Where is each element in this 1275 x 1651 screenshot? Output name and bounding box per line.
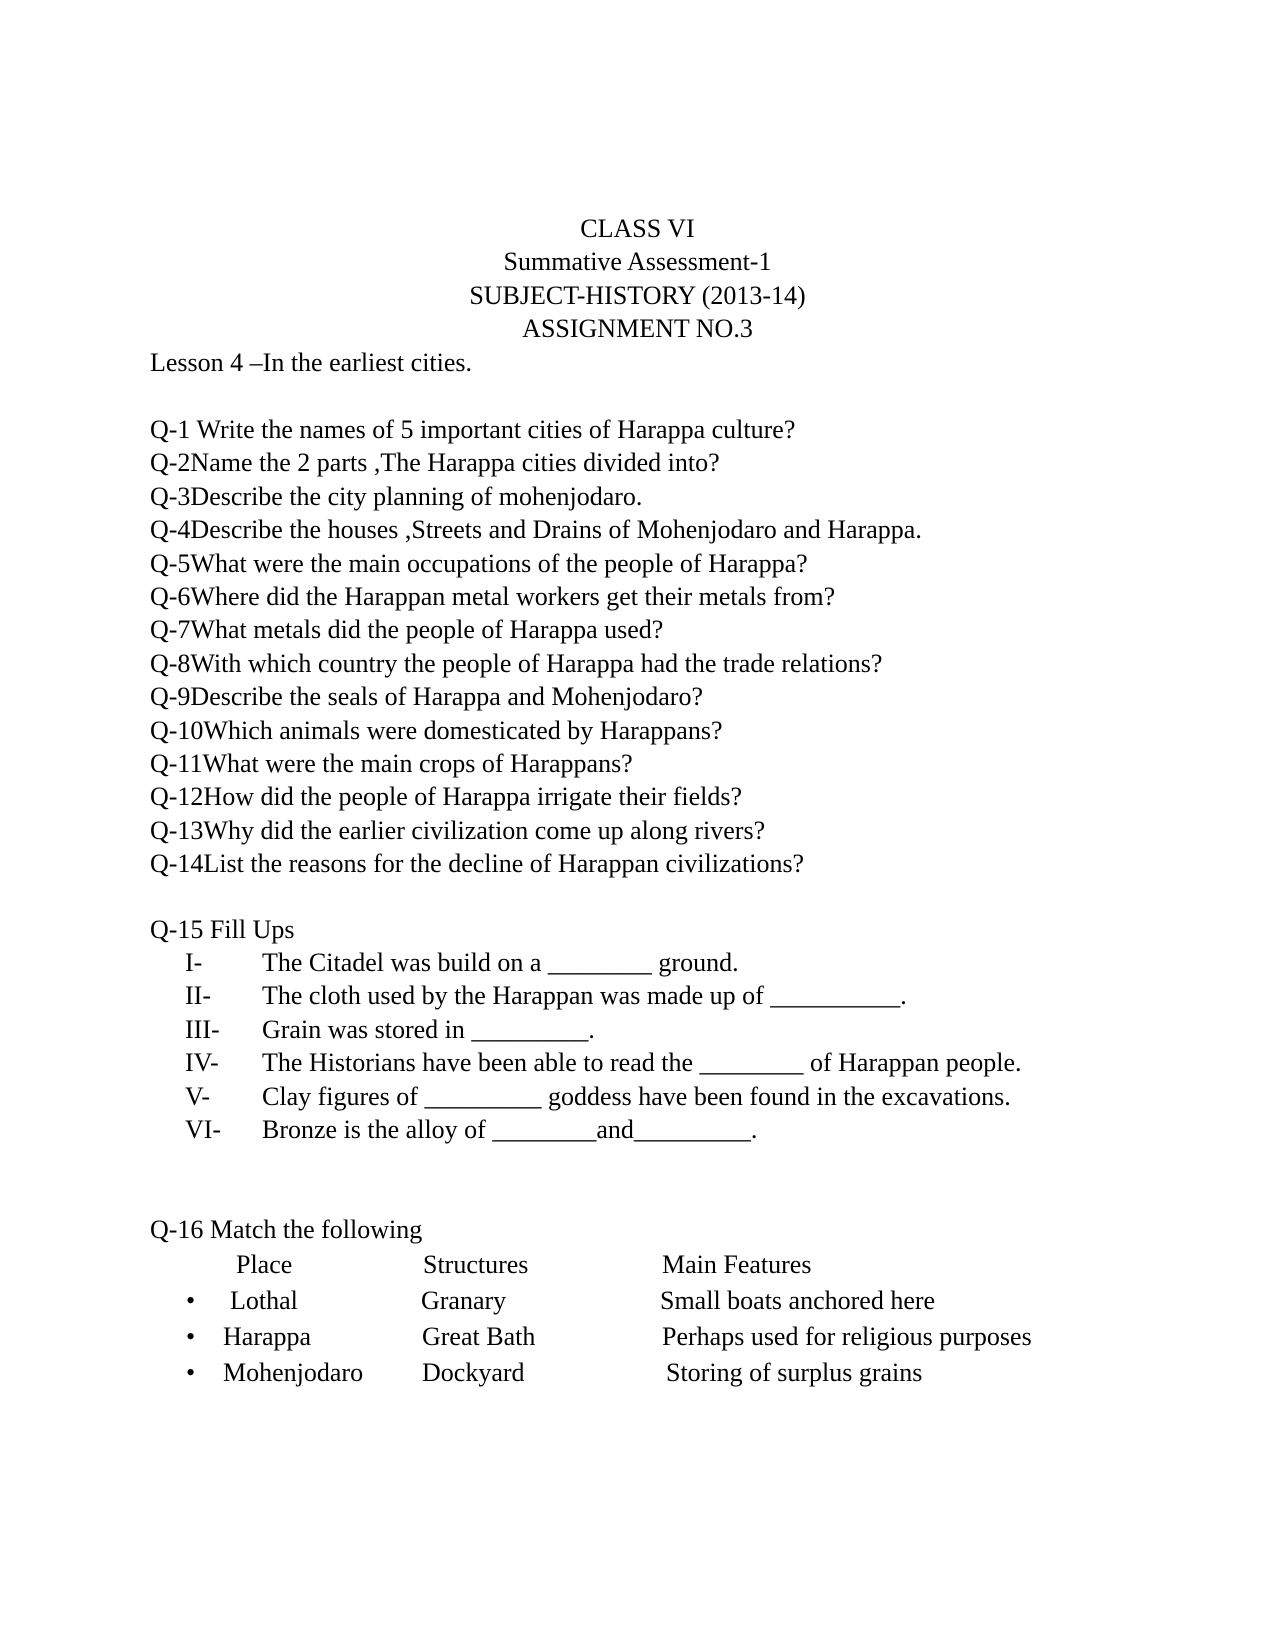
document-header	[0, 212, 1275, 346]
question-item: Q-7What metals did the people of Harappa used?	[150, 615, 664, 645]
fill-up-number: I-	[185, 948, 203, 977]
question-list	[150, 413, 922, 880]
question-item: Q-3Describe the city planning of mohenjodaro.	[150, 481, 643, 511]
match-feature: Perhaps used for religious purposes	[662, 1322, 1032, 1351]
match-structure: Dockyard	[422, 1358, 525, 1387]
match-table	[0, 1248, 1275, 1392]
match-row	[0, 1284, 1275, 1320]
match-structure: Great Bath	[422, 1322, 536, 1351]
match-place: Lothal	[230, 1286, 298, 1315]
fill-up-number: V-	[185, 1081, 211, 1111]
match-feature: Small boats anchored here	[660, 1286, 936, 1315]
assessment-title: Summative Assessment-1	[503, 247, 772, 277]
question-item: Q-2Name the 2 parts ,The Harappa cities divided into?	[150, 448, 720, 478]
lesson-title: Lesson 4 –In the earliest cities.	[150, 348, 473, 377]
match-feature: Storing of surplus grains	[666, 1358, 923, 1387]
match-row	[0, 1356, 1275, 1392]
match-place: Mohenjodaro	[223, 1358, 364, 1387]
bullet-icon: •	[186, 1358, 196, 1387]
question-item: Q-4Describe the houses ,Streets and Drains of Mohenjodaro and Harappa.	[150, 515, 922, 545]
fill-up-number: II-	[185, 981, 211, 1011]
assignment-title: ASSIGNMENT NO.3	[522, 314, 753, 344]
match-title: Q-16 Match the following	[150, 1215, 423, 1244]
fill-up-text: Bronze is the alloy of ________and_________.	[262, 1115, 758, 1145]
features-column-header: Main Features	[662, 1250, 812, 1279]
question-item: Q-8With which country the people of Harappa had the trade relations?	[150, 648, 883, 678]
match-row	[0, 1320, 1275, 1356]
fill-up-item	[185, 1113, 1145, 1146]
fill-up-item	[185, 1013, 1145, 1046]
fill-up-text: The Citadel was build on a ________ ground.	[262, 948, 739, 977]
match-place: Harappa	[223, 1322, 312, 1351]
question-item: Q-1 Write the names of 5 important cities of Harappa culture?	[150, 415, 796, 444]
question-item: Q-10Which animals were domesticated by Harappans?	[150, 715, 723, 745]
question-item: Q-14List the reasons for the decline of Harappan civilizations?	[150, 849, 805, 879]
fill-up-text: The Historians have been able to read the ________ of Harappan people.	[262, 1048, 1022, 1078]
fill-up-text: Clay figures of _________ goddess have been found in the excavations.	[262, 1081, 1011, 1111]
fill-ups-title: Q-15 Fill Ups	[150, 915, 295, 944]
fill-up-number: VI-	[185, 1115, 222, 1145]
place-column-header: Place	[236, 1250, 293, 1279]
bullet-icon: •	[186, 1322, 196, 1351]
question-item: Q-9Describe the seals of Harappa and Mohenjodaro?	[150, 682, 704, 712]
fill-up-number: III-	[185, 1014, 220, 1044]
fill-up-item	[185, 1046, 1145, 1079]
match-header-row	[0, 1248, 1275, 1284]
subject-title: SUBJECT-HISTORY (2013-14)	[469, 280, 806, 310]
structures-column-header: Structures	[423, 1250, 529, 1279]
question-item: Q-13Why did the earlier civilization come up along rivers?	[150, 815, 766, 845]
fill-up-number: IV-	[185, 1048, 219, 1078]
question-item: Q-5What were the main occupations of the people of Harappa?	[150, 548, 808, 578]
fill-up-item	[185, 946, 1145, 979]
fill-up-item	[185, 979, 1145, 1012]
class-title: CLASS VI	[580, 214, 695, 243]
fill-up-text: Grain was stored in _________.	[262, 1014, 595, 1044]
match-structure: Granary	[421, 1286, 507, 1315]
question-item: Q-6Where did the Harappan metal workers get their metals from?	[150, 581, 836, 611]
question-item: Q-12How did the people of Harappa irrigate their fields?	[150, 782, 743, 812]
question-item: Q-11What were the main crops of Harappans?	[150, 748, 633, 778]
bullet-icon: •	[186, 1286, 196, 1315]
fill-up-text: The cloth used by the Harappan was made up of __________.	[262, 981, 907, 1011]
fill-up-item	[185, 1080, 1145, 1113]
fill-ups-list	[185, 946, 1145, 1146]
